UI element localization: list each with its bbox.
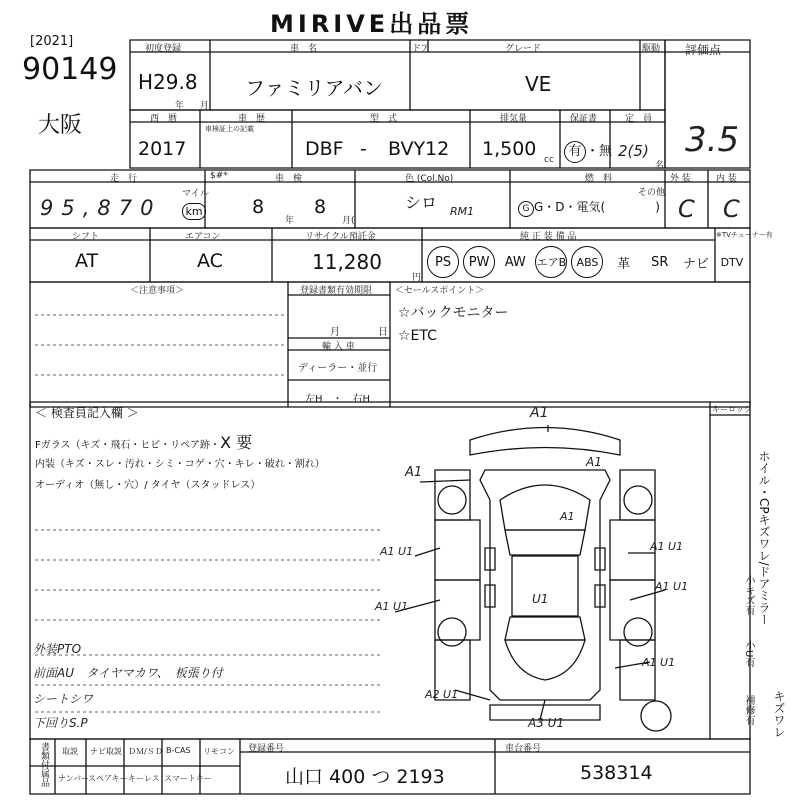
model-prefix: DBF: [305, 138, 344, 160]
warranty-label: 保証書: [570, 114, 598, 124]
shift: AT: [75, 250, 99, 272]
cc-unit: cc: [544, 155, 554, 165]
sales-point-1: ☆バックモニター: [398, 305, 509, 321]
mark-left-rear: A1 U1: [375, 600, 409, 613]
score: 3.5: [685, 120, 740, 160]
windshield: [505, 530, 585, 555]
audio-line: オーディオ（無し・穴）/ タイヤ（スタッドレス）: [35, 480, 261, 491]
equipment-label: AW: [504, 254, 526, 270]
glass-text: Fガラス（キズ・飛石・ヒビ・リペア跡・: [35, 440, 221, 451]
keylock-label: キーロック: [712, 405, 752, 414]
interior-label: 内 装: [716, 174, 737, 184]
equipment-label: エアB: [535, 246, 567, 278]
equipment-label: ナビ: [682, 256, 709, 272]
wheel-front-left: [438, 486, 466, 514]
footer-side-label: 書類付属品: [39, 742, 49, 787]
mark-roof: U1: [532, 592, 549, 606]
footer-label-1: 取説: [62, 747, 78, 756]
car-name: ファミリアバン: [245, 76, 383, 100]
mark-left-door: A1 U1: [380, 545, 414, 558]
model-label: 型 式: [370, 114, 398, 124]
plate-label: 登録番号: [248, 744, 285, 754]
equipment-label: 純 正 装 備 品: [520, 232, 577, 242]
exterior-label: 外 装: [670, 174, 691, 184]
score-label: 評価点: [685, 43, 722, 57]
region: 大阪: [38, 113, 83, 138]
ac-label: エアコン: [185, 232, 221, 242]
equipment-label: PS: [427, 246, 459, 278]
footer-label-5: リモコン: [203, 747, 235, 756]
front-bumper: [470, 428, 620, 456]
western-year-label: 西 暦: [150, 114, 178, 124]
vin-label: 車台番号: [505, 744, 542, 754]
fuel-options-wrap: G G・D・電気( ): [518, 198, 660, 217]
interior: C: [723, 195, 740, 223]
cancel-month: 月: [330, 327, 340, 338]
chassis-sub: 車検証上の記載: [205, 125, 254, 133]
cancel-label: 登録書類有効期限: [300, 286, 373, 296]
fuel-circle: G: [518, 201, 534, 217]
mark-right-door: A1 U1: [650, 540, 684, 553]
mark-front: A1: [530, 405, 549, 421]
side-note-5: キズワレ: [772, 690, 786, 738]
mile-label: マイル: [182, 189, 209, 199]
plate: 山口 400 つ 2193: [285, 766, 445, 788]
first-reg-label: 初度登録: [145, 44, 182, 54]
equipment-label: SR: [651, 254, 669, 270]
warranty-yes: 有: [564, 141, 586, 163]
exterior: C: [678, 195, 695, 223]
mark-right-quarter: A1 U1: [642, 656, 676, 669]
caution-label: ＜注意事項＞: [130, 286, 185, 296]
ac: AC: [197, 250, 223, 272]
vin: 538314: [580, 762, 653, 784]
model-dash: -: [360, 138, 367, 160]
left-right-label: 左H ・ 右H: [305, 394, 371, 405]
rear-window: [505, 617, 585, 640]
yen-unit: 円: [412, 273, 422, 283]
month-unit: 月: [200, 101, 210, 111]
warranty-options: 有 ・無: [564, 140, 612, 163]
side-note-4: 補修有: [743, 695, 754, 725]
capacity-label: 定 員: [625, 114, 653, 124]
wheel-rear-left: [438, 618, 466, 646]
mileage-sub: $#*: [210, 171, 228, 181]
fuel-label: 燃 料: [585, 174, 613, 184]
rear-deck: [505, 640, 585, 680]
mileage-unit: km: [182, 203, 206, 220]
side-note: ホイル・CPキズワレ/ドアミラー: [757, 450, 771, 626]
inspection-title: ＜ 検査員記入欄 ＞: [35, 406, 139, 420]
fuel-other-label: その他: [638, 188, 666, 198]
year-box: [2021]: [30, 34, 74, 49]
displacement-label: 排気量: [500, 114, 528, 124]
recycle: 11,280: [312, 250, 382, 274]
inspection-year-unit: 年: [285, 216, 295, 226]
handwritten-2: 前面AU タイヤマカワ、 板張り付: [33, 666, 223, 680]
roof: [512, 556, 578, 616]
lot-number: 90149: [22, 52, 118, 87]
car-name-label: 車 名: [290, 44, 318, 54]
mark-right-top: A1: [586, 455, 602, 469]
warranty-no: 無: [599, 144, 613, 159]
spare-wheel: [641, 701, 671, 731]
sheet-title: MIRIVE出品票: [270, 10, 474, 38]
footer-label-6: ナンバー: [58, 774, 90, 783]
model-code: BVY12: [388, 138, 450, 160]
wheel-rear-right: [624, 618, 652, 646]
first-reg-value: H29.8: [138, 70, 198, 94]
interior-line: 内装（キズ・スレ・汚れ・シミ・コゲ・穴・キレ・破れ・割れ）: [35, 459, 325, 470]
mileage: 95,870: [40, 196, 162, 220]
mark-right-rear: A1 U1: [655, 580, 689, 593]
mark-rear-left: A2 U1: [425, 688, 459, 701]
footer-label-2: ナビ取説: [90, 747, 122, 756]
grade-label: グレード: [505, 44, 542, 54]
color-label: 色 (Col.No): [405, 174, 454, 184]
body-outline: [480, 470, 610, 700]
inspection-month-unit: 月(: [342, 216, 355, 226]
footer-label-4: B-CAS: [166, 746, 191, 755]
equipment-label: DTV: [720, 255, 744, 269]
handwritten-1: 外装PTO: [33, 642, 82, 656]
sales-point-2: ☆ETC: [398, 328, 437, 344]
tuner-label: ※TVチューナー有: [716, 231, 773, 239]
footer-label-8: キーレス: [128, 774, 160, 783]
handwritten-3: シートシワ: [33, 692, 94, 706]
inspection-year: 8: [252, 196, 265, 218]
equipment-label: PW: [463, 246, 495, 278]
handwritten-4: 下回りS.P: [33, 716, 88, 730]
mileage-label: 走 行: [110, 174, 138, 184]
fuel-options: G・D・電気(: [534, 200, 606, 214]
side-note-3: 小U有: [743, 640, 754, 668]
mark-rear-bumper: A3 U1: [528, 716, 565, 730]
hood: [500, 485, 590, 530]
inspection-month: 8: [314, 196, 327, 218]
cancel-day: 日: [378, 327, 388, 338]
side-note-2: 小キズ有: [743, 575, 754, 615]
sales-label: ＜セールスポイント＞: [395, 286, 485, 296]
shift-label: シフト: [72, 232, 100, 242]
footer-label-3: ＤＭ/ＳＤ: [128, 747, 163, 756]
mark-left-front: A1: [405, 465, 423, 480]
footer-label-9: スマートキー: [164, 774, 212, 783]
western-year: 2017: [138, 138, 187, 160]
displacement: 1,500: [482, 138, 537, 160]
capacity-unit: 名: [655, 161, 665, 171]
right-rear-door: [610, 580, 655, 640]
grade: VE: [525, 72, 552, 96]
footer-label-7: スペアキー: [88, 774, 128, 783]
year-unit: 年: [175, 101, 185, 111]
right-rear-quarter: [620, 640, 655, 700]
equipment-label: ABS: [571, 246, 603, 278]
equipment-label: 革: [617, 256, 631, 272]
inspection-label: 車 検: [275, 174, 303, 184]
chassis-label: 車 歴: [238, 114, 266, 124]
color: シロ: [405, 193, 438, 212]
dealer-label: ディーラー・並行: [298, 363, 378, 374]
door-label: ドア: [412, 44, 430, 54]
mark-hood: A1: [560, 510, 575, 523]
right-front-door: [610, 520, 655, 580]
glass-mark: X 要: [220, 433, 253, 452]
left-rear-door: [435, 580, 480, 640]
capacity: 2(5): [618, 142, 649, 160]
import-label: 輸 入 車: [322, 342, 355, 352]
drive-label: 駆動: [642, 44, 661, 54]
left-front-door: [435, 520, 480, 580]
wheel-front-right: [624, 486, 652, 514]
color-code: RM1: [450, 205, 475, 218]
recycle-label: リサイクル預託金: [305, 232, 376, 242]
